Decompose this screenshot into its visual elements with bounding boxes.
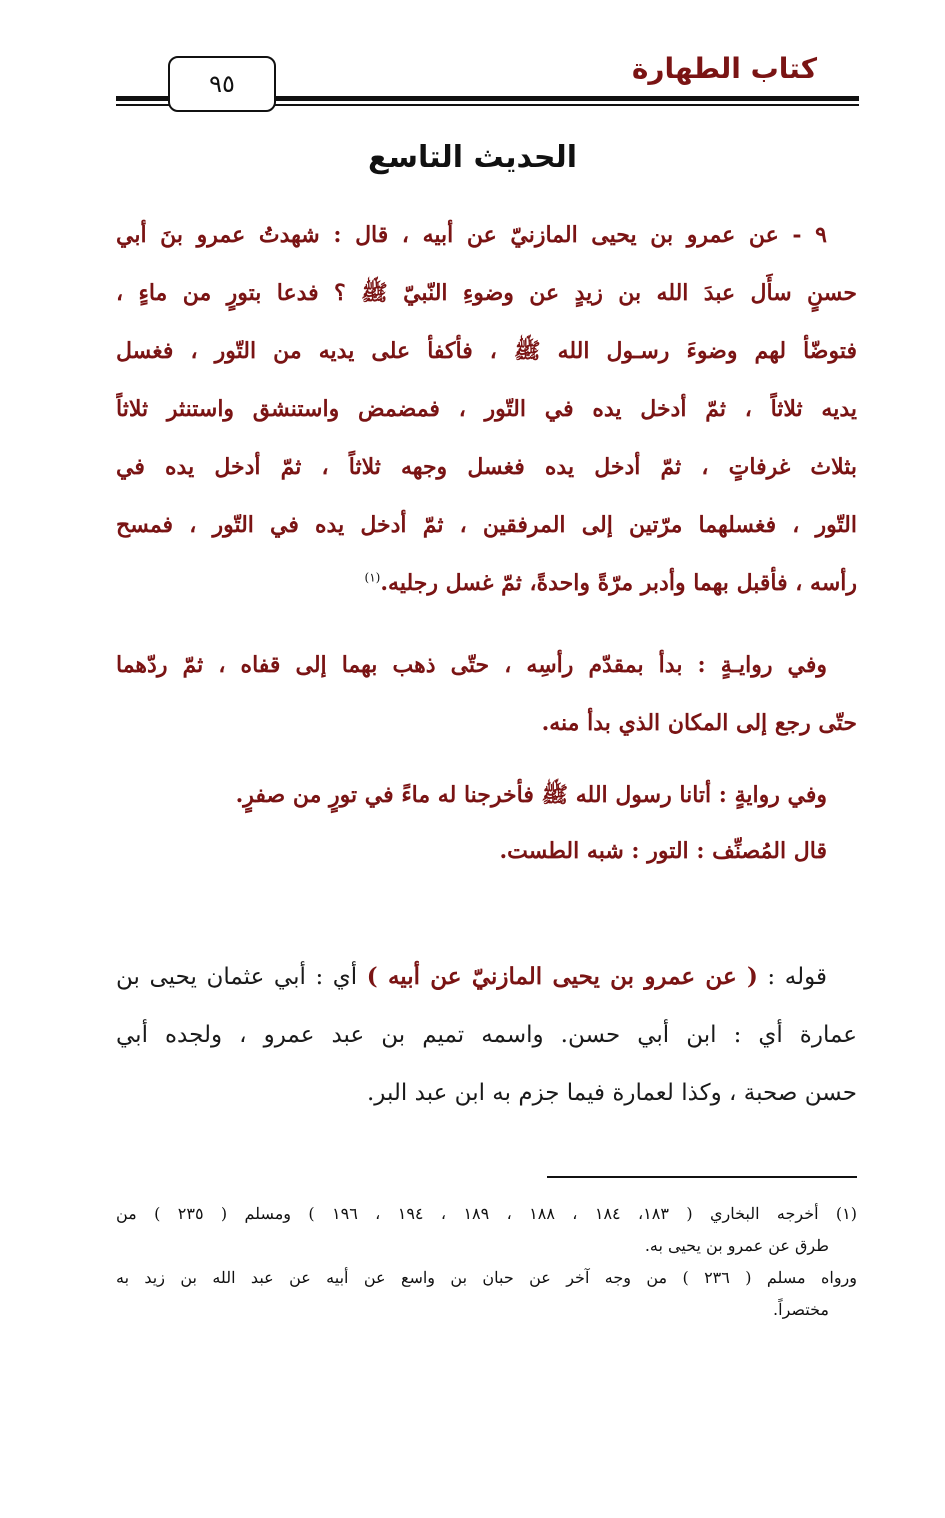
footnote-separator bbox=[547, 1176, 857, 1178]
author-note-block bbox=[116, 822, 857, 880]
footnote-reference: (١) bbox=[364, 570, 381, 585]
commentary-line bbox=[116, 948, 857, 1006]
commentary bbox=[116, 948, 857, 1122]
hadith-line: فتوضّأ لهم وضوءَ رسـول الله ﷺ ، فأكفأ على يديه من التّور ، فغسل bbox=[116, 338, 857, 364]
hadith-line: بثلاث غرفاتٍ ، ثمّ أدخل يده فغسل وجهه ثلاثاً ، ثمّ أدخل يده في bbox=[116, 454, 857, 480]
hadith-line: يديه ثلاثاً ، ثمّ أدخل يده في التّور ، فمضمض واستنشق واستنثر ثلاثاً bbox=[116, 396, 857, 422]
commentary-quote: ( عن عمرو بن يحيى المازنيّ عن أبيه ) bbox=[366, 963, 758, 990]
page-number: ٩٥ bbox=[209, 70, 235, 98]
hadith-line-last bbox=[116, 554, 857, 612]
section-title: الحديث التاسع bbox=[367, 140, 578, 175]
riwaya-2: وفي روايةٍ : أتانا رسول الله ﷺ فأخرجنا له ماءً في تورٍ من صفرٍ. bbox=[235, 782, 827, 808]
commentary-line1-rest: أي : أبي عثمان يحيى بن bbox=[116, 964, 367, 990]
page-number-box bbox=[168, 56, 276, 112]
riwaya-line: وفي روايـةٍ : بدأ بمقدّم رأسِه ، حتّى ذهب بهما إلى قفاه ، ثمّ ردّهما bbox=[116, 652, 827, 678]
footnote-line: مختصراً. bbox=[773, 1300, 829, 1319]
hadith-line: التّور ، فغسلهما مرّتين إلى المرفقين ، ثمّ أدخل يده في التّور ، فمسح bbox=[116, 512, 857, 538]
commentary-lead: قوله : bbox=[757, 964, 827, 990]
hadith-line: ٩ - عن عمرو بن يحيى المازنيّ عن أبيه ، قال : شهدتُ عمرو بنَ أبي bbox=[116, 222, 827, 248]
commentary-line: حسن صحبة ، وكذا لعمارة فيما جزم به ابن عبد البر. bbox=[366, 1080, 857, 1106]
footnotes bbox=[116, 1198, 857, 1326]
page-header bbox=[0, 0, 945, 120]
author-note: قال المُصنِّف : التور : شبه الطست. bbox=[499, 838, 827, 864]
hadith-line: حسنٍ سأَل عبدَ الله بن زيدٍ عن وضوءِ النّبيّ ﷺ ؟ فدعا بتورٍ من ماءٍ ، bbox=[116, 280, 857, 306]
riwaya-line: حتّى رجع إلى المكان الذي بدأ منه. bbox=[541, 710, 857, 736]
footnote-line: طرق عن عمرو بن يحيى به. bbox=[644, 1236, 829, 1255]
footnote-line: (١) أخرجه البخاري ( ١٨٣، ١٨٤ ، ١٨٨ ، ١٨٩ ، ١٩٤ ، ١٩٦ ) ومسلم ( ٢٣٥ ) من bbox=[116, 1204, 857, 1223]
riwaya-1 bbox=[116, 636, 857, 752]
riwaya-2-block bbox=[116, 766, 857, 824]
commentary-line: عمارة أي : ابن أبي حسن. واسمه تميم بن عبد عمرو ، ولجده أبي bbox=[116, 1022, 857, 1048]
footnote-line: ورواه مسلم ( ٢٣٦ ) من وجه آخر عن حبان بن واسع عن أبيه عن عبد الله بن زيد به bbox=[116, 1268, 857, 1287]
book-title: كتاب الطهارة bbox=[631, 52, 817, 85]
hadith-text bbox=[116, 206, 857, 612]
hadith-line-text: رأسه ، فأقبل بهما وأدبر مرّةً واحدةً، ثمّ غسل رجليه. bbox=[380, 570, 857, 596]
